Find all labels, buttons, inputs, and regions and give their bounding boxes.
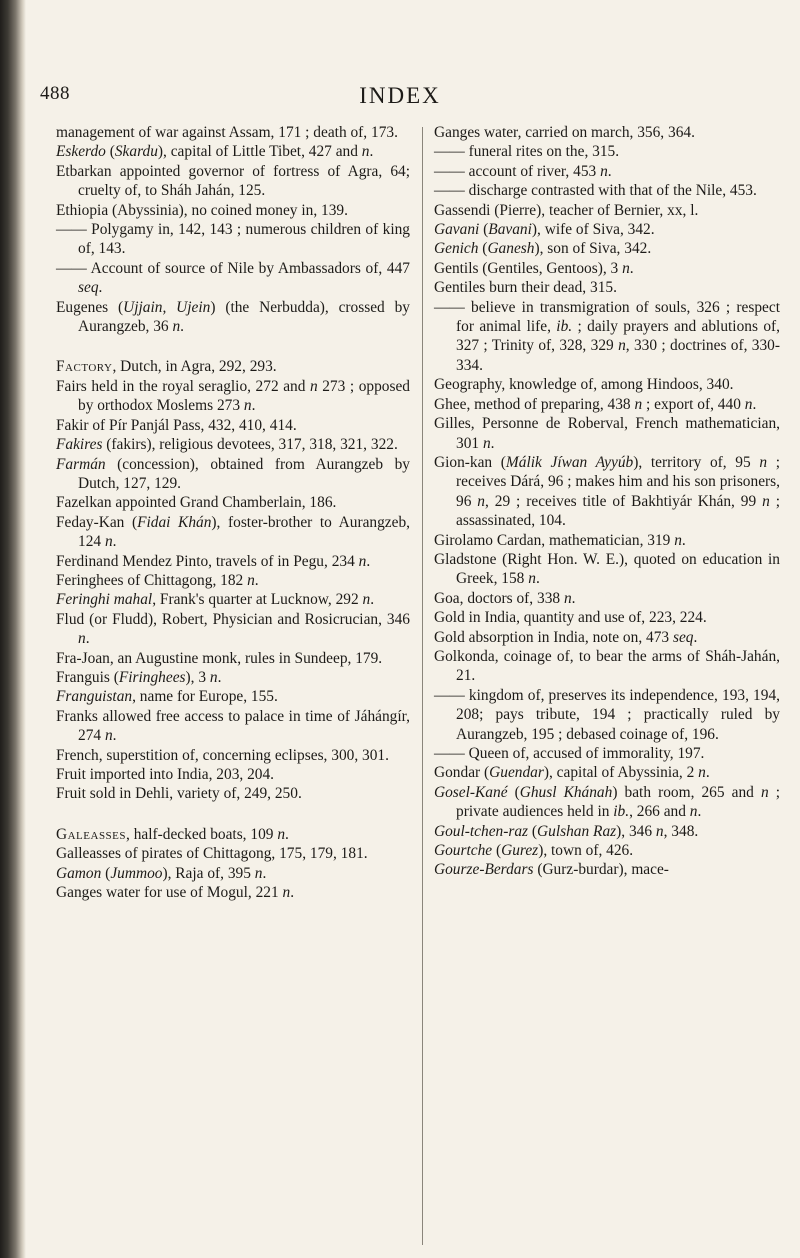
- index-entry: [434, 763, 780, 782]
- entry-text: Franguis (: [56, 668, 119, 686]
- entry-text: Fra-Joan, an Augustine monk, rules in Sundeep, 179.: [56, 649, 383, 667]
- entry-heading-smallcaps: Factory: [56, 358, 113, 376]
- index-entry: [56, 220, 410, 259]
- index-entry: [434, 841, 780, 860]
- entry-text: , name for Europe, 155.: [132, 688, 278, 706]
- entry-text: ), capital of Little Tibet, 427 and: [157, 143, 362, 161]
- entry-text: —— kingdom of, preserves its independence, 193, 194, 208; pays tribute, 194 ; practically ruled by Aurangzeb, 195 ; debased coinage of, 196.: [434, 686, 780, 743]
- index-entry: [56, 746, 410, 765]
- index-entry: [56, 707, 410, 746]
- index-entry: [434, 453, 780, 531]
- entry-text-italic: Jummoo: [110, 864, 163, 882]
- index-entry: [56, 416, 410, 435]
- entry-text: .: [285, 825, 289, 843]
- index-entry: [434, 201, 780, 220]
- entry-text: .: [370, 591, 375, 609]
- entry-text-italic: Goul-tchen-raz: [434, 822, 529, 840]
- entry-text-italic: Gavani: [434, 221, 480, 239]
- entry-text: Ganges water for use of Mogul, 221: [56, 884, 283, 902]
- entry-text: (: [105, 143, 115, 161]
- index-entry: [56, 377, 410, 416]
- index-entry: [56, 357, 410, 376]
- entry-text-italic: n: [655, 822, 664, 840]
- entry-text-italic: Firinghees: [118, 668, 186, 686]
- index-entry: [56, 649, 410, 668]
- entry-text-italic: n: [482, 434, 491, 452]
- column-divider: [422, 127, 423, 1245]
- index-entry: [56, 142, 410, 161]
- entry-text-italic: n: [760, 783, 769, 801]
- index-entry: [56, 571, 410, 590]
- entry-text: 273 ; opposed by orthodox Moslems 273: [78, 377, 410, 415]
- index-entry: [434, 375, 780, 394]
- index-entry: [56, 455, 410, 494]
- entry-text: .: [251, 397, 256, 415]
- index-entry: [434, 414, 780, 453]
- entry-text: Girolamo Cardan, mathematician, 319: [434, 531, 675, 549]
- entry-text: Fairs held in the royal seraglio, 272 and: [56, 377, 310, 395]
- entry-text: Gassendi (Pierre), teacher of Bernier, xx, l.: [434, 201, 699, 219]
- entry-text: Ghee, method of preparing, 438: [434, 395, 635, 413]
- entry-text: (fakirs), religious devotees, 317, 318, 321, 322.: [102, 436, 398, 454]
- entry-text: .: [180, 318, 185, 336]
- entry-text: ; daily prayers and ablutions of, 327 ; Trinity of, 328, 329: [456, 318, 780, 355]
- entry-text: Gentils (Gentiles, Gentoos), 3: [434, 259, 623, 277]
- entry-text: .: [217, 668, 222, 686]
- index-entry: [56, 610, 410, 649]
- entry-text: Eugenes (: [56, 298, 124, 316]
- index-entry: [56, 883, 410, 902]
- entry-text: Feday-Kan (: [56, 513, 138, 531]
- entry-text: .: [697, 803, 702, 821]
- entry-text-italic: n: [744, 395, 753, 413]
- entry-text: ), capital of Abyssinia, 2: [543, 764, 699, 782]
- entry-text: ), Raja of, 395: [162, 864, 255, 882]
- entry-text-italic: n: [759, 453, 768, 471]
- entry-text-italic: n: [634, 395, 643, 413]
- entry-text-italic: ib.: [556, 318, 573, 336]
- entry-text-italic: n: [209, 668, 218, 686]
- entry-text: .: [369, 143, 374, 161]
- entry-text-italic: Ghusl Khánah: [519, 783, 613, 801]
- index-column-left: [56, 123, 410, 902]
- entry-text: ) bath room, 265 and: [612, 783, 761, 801]
- entry-text: —— Polygamy in, 142, 143 ; numerous children of king of, 143.: [56, 221, 410, 258]
- entry-text-italic: n: [362, 591, 371, 609]
- entry-text: Gilles, Personne de Roberval, French mathematician, 301: [434, 415, 780, 452]
- index-entry: [434, 162, 780, 181]
- book-spine-shadow: [0, 0, 26, 1258]
- index-entry: [434, 589, 780, 608]
- entry-text: Ethiopia (Abyssinia), no coined money in, 139.: [56, 201, 348, 219]
- index-entry: [56, 493, 410, 512]
- index-entry: [434, 686, 780, 744]
- entry-text: management of war against Assam, 171 ; death of, 173.: [56, 124, 398, 141]
- entry-text: ), 3: [185, 668, 210, 686]
- entry-text: Goa, doctors of, 338: [434, 589, 564, 607]
- index-entry: [56, 162, 410, 201]
- entry-text-italic: Fakires: [56, 436, 103, 454]
- entry-text: Gion-kan (: [434, 453, 506, 471]
- entry-text-italic: n: [78, 630, 86, 648]
- entry-text: Gentiles burn their dead, 315.: [434, 279, 617, 297]
- entry-text-italic: Gulshan Raz: [537, 822, 617, 840]
- entry-text: (: [101, 864, 111, 882]
- entry-text-italic: n: [528, 570, 536, 588]
- index-entry: [434, 123, 780, 142]
- index-entry: [56, 668, 410, 687]
- entry-text: Gold absorption in India, note on, 473: [434, 628, 673, 646]
- entry-text-italic: Skardu: [114, 143, 158, 161]
- entry-text: .: [254, 571, 259, 589]
- entry-text-italic: Gurez: [501, 842, 539, 860]
- entry-text: .: [112, 533, 117, 551]
- entry-text-italic: Eskerdo: [56, 143, 106, 161]
- entry-text-italic: Fidai Khán: [137, 513, 212, 531]
- index-entry: [56, 590, 410, 609]
- index-entry: [56, 825, 410, 844]
- index-entry: [434, 531, 780, 550]
- entry-text: —— account of river, 453: [434, 162, 601, 180]
- entry-text: , 266 and: [629, 803, 690, 821]
- entry-text-italic: Farmán: [56, 455, 106, 473]
- entry-text: ), 346: [616, 822, 656, 840]
- entry-text: ), son of Siva, 342.: [534, 240, 652, 258]
- index-entry: [56, 298, 410, 337]
- entry-text: , 348.: [663, 822, 699, 840]
- entry-text-italic: n: [622, 259, 630, 277]
- index-entry: [434, 181, 780, 200]
- index-entry: [434, 822, 780, 841]
- entry-text: , 29 ; receives title of Bakhtiyár Khán, 99: [485, 492, 763, 510]
- entry-text-italic: Franguistan: [56, 688, 133, 706]
- entry-text-italic: n: [254, 864, 263, 882]
- entry-text: Galleasses of pirates of Chittagong, 175, 179, 181.: [56, 845, 368, 863]
- entry-text-italic: n: [243, 397, 252, 415]
- entry-text: .: [629, 259, 634, 277]
- entry-text-italic: n: [172, 318, 181, 336]
- entry-text-italic: Gourtche: [434, 842, 493, 860]
- entry-text: .: [290, 884, 295, 902]
- index-entry: [56, 765, 410, 784]
- entry-text-italic: n: [600, 162, 608, 180]
- entry-text: ), town of, 426.: [538, 842, 634, 860]
- index-entry: [56, 513, 410, 552]
- entry-text-italic: n: [104, 727, 113, 745]
- index-entry: [434, 142, 780, 161]
- entry-text: .: [681, 531, 686, 549]
- index-entry: [56, 259, 410, 298]
- entry-text-italic: seq: [78, 279, 99, 297]
- index-column-right: [434, 123, 780, 880]
- entry-text: ; assassinated, 104.: [456, 492, 780, 530]
- entry-text: ; receives Dárá, 96 ; makes him and his son prisoners, 96: [456, 453, 780, 510]
- entry-text: Geography, knowledge of, among Hindoos, 340.: [434, 376, 734, 394]
- index-entry: [56, 201, 410, 220]
- entry-text: Gladstone (Right Hon. W. E.), quoted on education in Greek, 158: [434, 550, 780, 588]
- entry-text: , Frank's quarter at Lucknow, 292: [152, 591, 363, 609]
- entry-text: , 330 ; doctrines of, 330-334.: [456, 337, 781, 374]
- entry-text: French, superstition of, concerning eclipses, 300, 301.: [56, 746, 389, 764]
- entry-text-italic: n: [689, 803, 698, 821]
- entry-text: Ganges water, carried on march, 356, 364.: [434, 124, 695, 141]
- entry-text-italic: n: [477, 492, 485, 510]
- entry-text: Fruit sold in Dehli, variety of, 249, 250.: [56, 785, 302, 803]
- entry-text-italic: Ganesh: [487, 240, 535, 258]
- entry-text: .: [693, 628, 698, 646]
- index-entry: [434, 395, 780, 414]
- entry-text-italic: n: [247, 571, 255, 589]
- entry-text-italic: ib.: [613, 803, 630, 821]
- entry-text-italic: Feringhi mahal: [56, 591, 153, 609]
- entry-text: ), foster-brother to Aurangzeb, 124: [78, 513, 410, 551]
- entry-text: Golkonda, coinage of, to bear the arms of Sháh-Jahán, 21.: [434, 647, 780, 685]
- entry-text: .: [752, 395, 757, 413]
- entry-text-italic: seq: [672, 628, 694, 646]
- entry-text: .: [535, 570, 540, 588]
- entry-text: Etbarkan appointed governor of fortress of Agra, 64; cruelty of, to Sháh Jahán, 125.: [56, 162, 410, 200]
- index-entry: [56, 552, 410, 571]
- index-entry: [434, 220, 780, 239]
- index-entry: [434, 860, 780, 879]
- entry-text: Franks allowed free access to palace in time of Jáhángír, 274: [56, 707, 410, 745]
- entry-text-italic: Genich: [434, 240, 479, 258]
- entry-text: —— Account of source of Nile by Ambassadors of, 447: [56, 259, 410, 277]
- entry-text: Fruit imported into India, 203, 204.: [56, 766, 275, 783]
- index-entry: [56, 844, 410, 863]
- entry-text: Gold in India, quantity and use of, 223, 224.: [434, 609, 707, 627]
- index-entry: [56, 687, 410, 706]
- entry-text: (Gurz-burdar), mace-: [533, 861, 669, 879]
- index-entry: [434, 278, 780, 297]
- entry-text: ), territory of, 95: [633, 453, 760, 471]
- entry-text: ; export of, 440: [642, 395, 745, 413]
- entry-text-italic: n: [361, 143, 370, 161]
- entry-text: .: [262, 864, 267, 882]
- entry-text-italic: n: [762, 492, 770, 510]
- entry-text-italic: Guendar: [489, 764, 544, 782]
- index-entry: [434, 550, 780, 589]
- index-entry: [434, 608, 780, 627]
- entry-text: (: [478, 240, 488, 258]
- index-entry: [56, 784, 410, 803]
- index-entry: [434, 259, 780, 278]
- entry-text: .: [85, 630, 90, 648]
- entry-text: Fakir of Pír Panjál Pass, 432, 410, 414.: [56, 416, 297, 434]
- entry-text: , Dutch, in Agra, 292, 293.: [112, 358, 277, 376]
- entry-text-italic: n: [277, 825, 286, 843]
- index-entry: [434, 628, 780, 647]
- entry-text: ), wife of Siva, 342.: [531, 221, 655, 239]
- entry-text: (: [528, 822, 538, 840]
- entry-text: Gondar (: [434, 764, 490, 782]
- entry-text: .: [490, 434, 495, 452]
- entry-text-italic: Gosel-Kané: [434, 783, 508, 801]
- entry-text: (concession), obtained from Aurangzeb by Dutch, 127, 129.: [78, 455, 410, 492]
- entry-text: Fazelkan appointed Grand Chamberlain, 186.: [56, 494, 337, 512]
- entry-text-italic: n: [563, 589, 572, 607]
- entry-text: .: [98, 279, 103, 297]
- index-entry: [434, 744, 780, 763]
- entry-text: —— discharge contrasted with that of the Nile, 453.: [434, 182, 757, 200]
- entry-text: ; private audiences held in: [456, 783, 780, 821]
- entry-text-italic: Ujjain, Ujein: [123, 298, 211, 316]
- index-entry: [434, 298, 780, 376]
- entry-text: .: [366, 552, 371, 570]
- page-title: INDEX: [359, 83, 441, 108]
- entry-text: Ferdinand Mendez Pinto, travels of in Pegu, 234: [56, 552, 359, 570]
- entry-text-italic: n: [698, 764, 706, 782]
- index-entry: [56, 123, 410, 142]
- index-entry: [434, 647, 780, 686]
- entry-text-italic: n: [104, 533, 113, 551]
- index-entry: [56, 435, 410, 454]
- entry-text: ) (the Nerbudda), crossed by Aurangzeb, 36: [78, 298, 410, 336]
- entry-text: —— funeral rites on the, 315.: [434, 143, 620, 161]
- index-entry: [434, 239, 780, 258]
- entry-text-italic: n: [358, 552, 367, 570]
- entry-text: Feringhees of Chittagong, 182: [56, 571, 248, 589]
- entry-heading-smallcaps: Galeasses: [56, 825, 127, 843]
- entry-text-italic: n: [674, 531, 682, 549]
- index-entry: [434, 783, 780, 822]
- entry-text: —— believe in transmigration of souls, 326 ; respect for animal life,: [434, 298, 780, 336]
- entry-text: Flud (or Fludd), Robert, Physician and Rosicrucian, 346: [56, 610, 410, 628]
- entry-text-italic: n: [309, 377, 318, 395]
- entry-text: .: [705, 764, 710, 782]
- entry-text-italic: Gourze-Berdars: [434, 861, 534, 879]
- page-number: 488: [40, 83, 70, 104]
- entry-text: (: [507, 783, 520, 801]
- entry-text-italic: n: [282, 884, 291, 902]
- index-entry: [56, 864, 410, 883]
- entry-text: , half-decked boats, 109: [126, 825, 278, 843]
- entry-text: .: [112, 727, 117, 745]
- entry-text-italic: Bavani: [488, 221, 532, 239]
- entry-text: —— Queen of, accused of immorality, 197.: [434, 745, 705, 762]
- entry-text: .: [607, 162, 612, 180]
- entry-text: (: [479, 221, 489, 239]
- entry-text-italic: Gamon: [56, 864, 102, 882]
- entry-text-italic: n: [618, 337, 626, 355]
- entry-text: (: [492, 842, 502, 860]
- entry-text: .: [571, 589, 576, 607]
- entry-text-italic: Málik Jíwan Ayyúb: [505, 453, 634, 471]
